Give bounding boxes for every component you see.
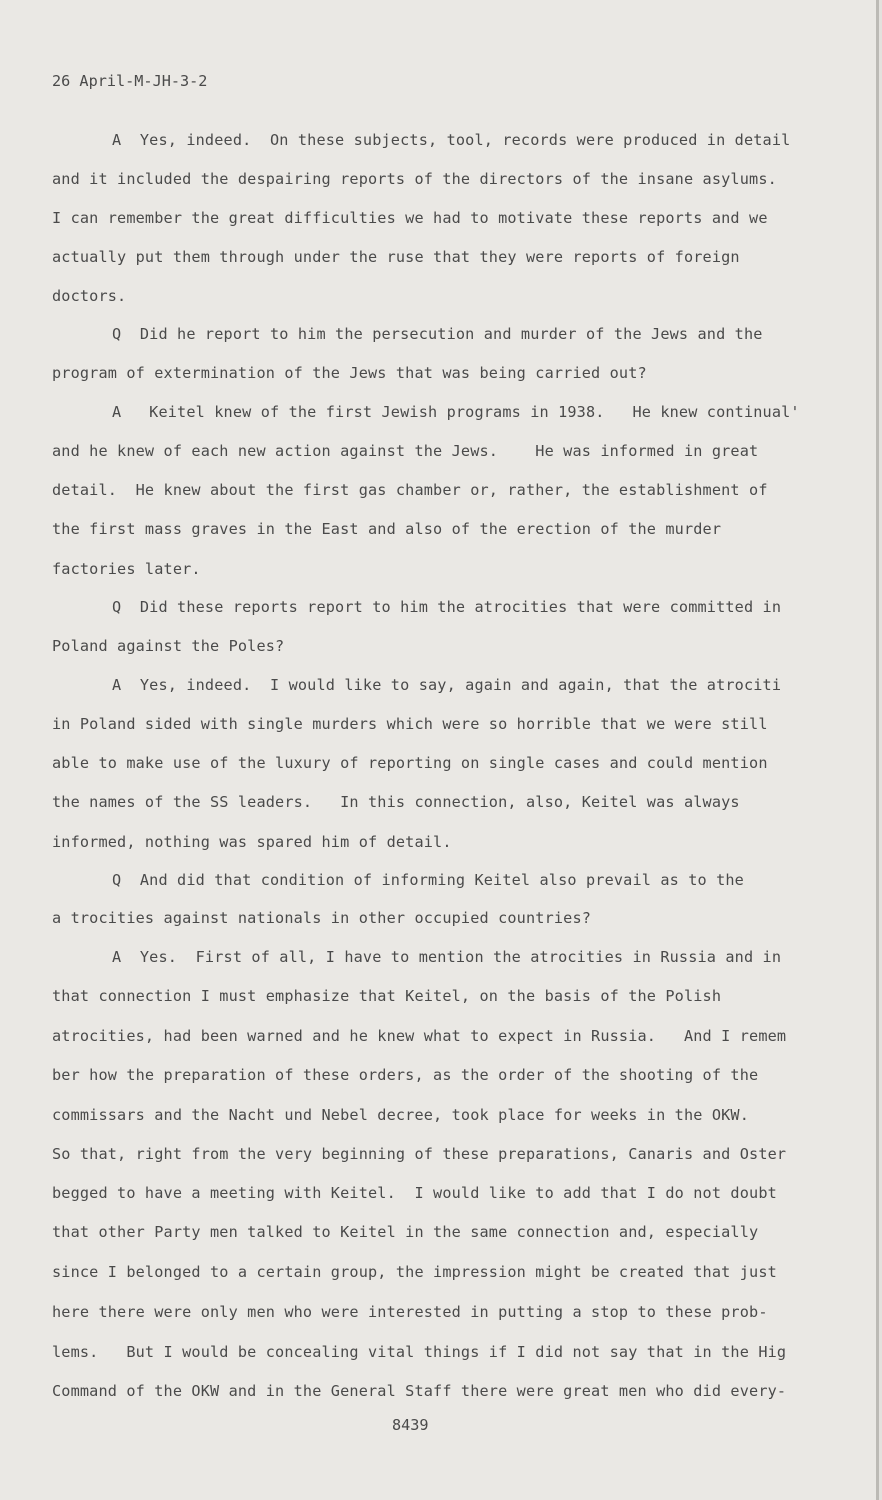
text-line: ber how the preparation of these orders, as the order of the shooting of the — [52, 1066, 759, 1084]
text-line: Q Did he report to him the persecution and murder of the Jews and the — [112, 325, 763, 343]
text-line: Q Did these reports report to him the atrocities that were committed in — [112, 598, 782, 616]
text-line: A Yes, indeed. On these subjects, tool, records were produced in detail — [112, 131, 791, 149]
text-line: A Keitel knew of the first Jewish programs in 1938. He knew continual' — [112, 403, 800, 421]
text-line: the names of the SS leaders. In this connection, also, Keitel was always — [52, 793, 740, 811]
text-line: factories later. — [52, 560, 201, 578]
text-line: doctors. — [52, 287, 127, 305]
text-line: So that, right from the very beginning of these preparations, Canaris and Oster — [52, 1145, 787, 1163]
text-line: Poland against the Poles? — [52, 637, 285, 655]
text-line: since I belonged to a certain group, the impression might be created that just — [52, 1263, 777, 1281]
text-line: A Yes, indeed. I would like to say, again and again, that the atrociti — [112, 676, 782, 694]
text-line: informed, nothing was spared him of detail. — [52, 833, 452, 851]
text-line: commissars and the Nacht und Nebel decree, took place for weeks in the OKW. — [52, 1106, 750, 1124]
text-line: and it included the despairing reports of the directors of the insane asylums. — [52, 170, 777, 188]
text-line: that connection I must emphasize that Keitel, on the basis of the Polish — [52, 987, 722, 1005]
text-line: I can remember the great difficulties we had to motivate these reports and we — [52, 209, 768, 227]
text-line: the first mass graves in the East and also of the erection of the murder — [52, 520, 722, 538]
text-line: that other Party men talked to Keitel in the same connection and, especially — [52, 1223, 759, 1241]
text-line: Q And did that condition of informing Keitel also prevail as to the — [112, 871, 744, 889]
text-line: detail. He knew about the first gas chamber or, rather, the establishment of — [52, 481, 768, 499]
text-line: here there were only men who were interested in putting a stop to these prob- — [52, 1303, 768, 1321]
text-line: and he knew of each new action against the Jews. He was informed in great — [52, 442, 759, 460]
page-number: 8439 — [392, 1416, 429, 1434]
text-line: able to make use of the luxury of reporting on single cases and could mention — [52, 754, 768, 772]
text-line: Command of the OKW and in the General Staff there were great men who did every- — [52, 1382, 787, 1400]
text-line: begged to have a meeting with Keitel. I would like to add that I do not doubt — [52, 1184, 777, 1202]
text-line: atrocities, had been warned and he knew what to expect in Russia. And I remem — [52, 1027, 787, 1045]
text-line: lems. But I would be concealing vital things if I did not say that in the Hig — [52, 1343, 787, 1361]
document-header: 26 April-M-JH-3-2 — [52, 72, 208, 90]
text-line: actually put them through under the ruse that they were reports of foreign — [52, 248, 740, 266]
text-line: a trocities against nationals in other occupied countries? — [52, 909, 592, 927]
text-line: program of extermination of the Jews that was being carried out? — [52, 364, 647, 382]
text-line: A Yes. First of all, I have to mention the atrocities in Russia and in — [112, 948, 782, 966]
text-line: in Poland sided with single murders which were so horrible that we were still — [52, 715, 768, 733]
